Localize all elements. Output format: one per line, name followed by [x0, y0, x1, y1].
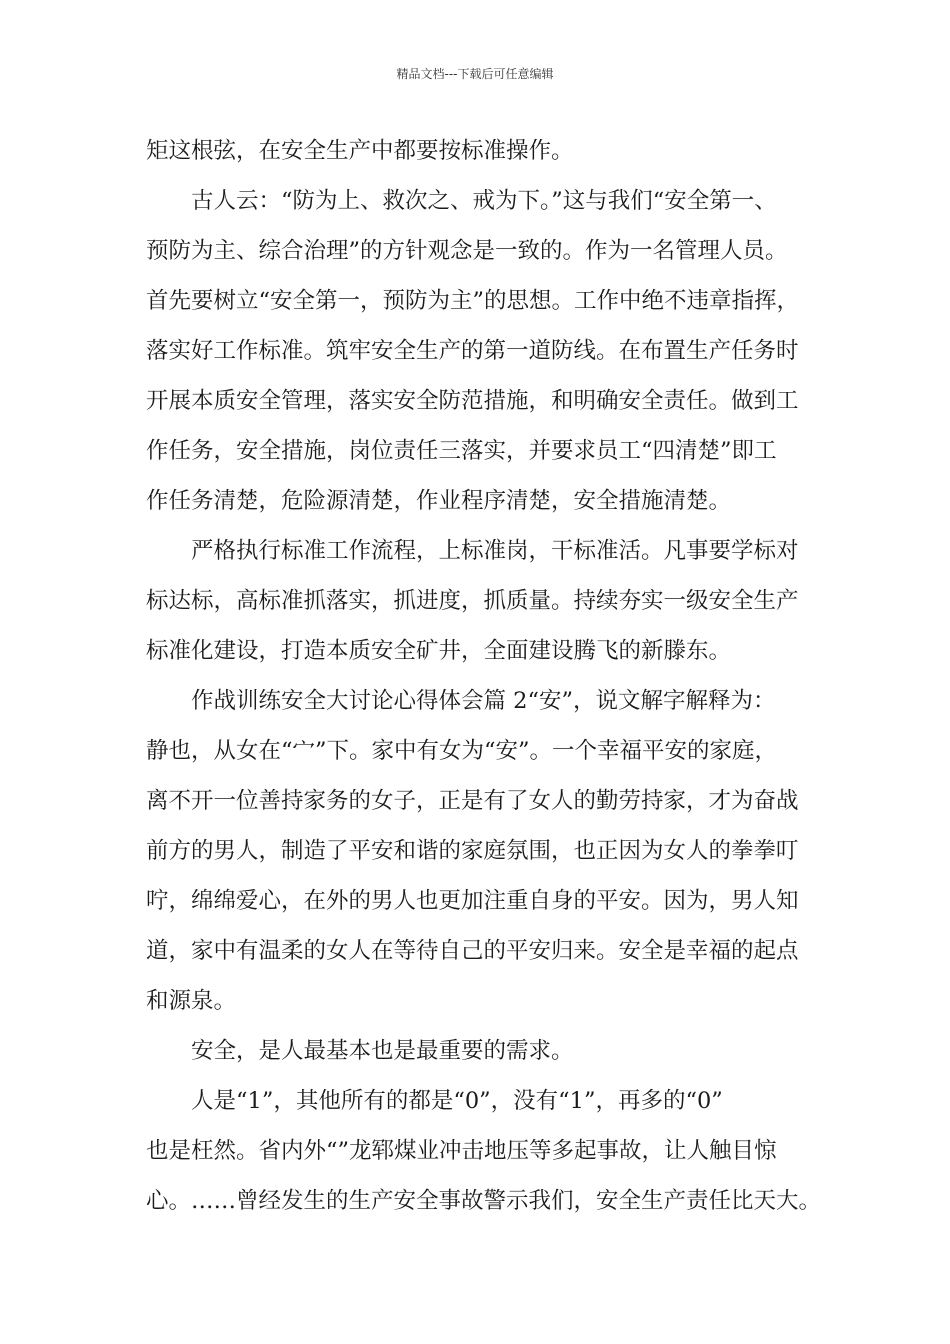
text-line: 落实好工作标准。筑牢安全生产的第一道防线。在布置生产任务时 [146, 338, 799, 364]
text-line: 静也，从女在“宀”下。家中有女为“安”。一个幸福平安的家庭， [146, 738, 778, 764]
text-line: 也是枉然。省内外“”龙郓煤业冲击地压等多起事故，让人触目惊 [146, 1138, 777, 1164]
paragraph-first-line: 严格执行标准工作流程，上标准岗，干标准活。凡事要学标对 [191, 538, 799, 564]
paragraph-first-line: 古人云：“防为上、救次之、戒为下。”这与我们“安全第一、 [191, 188, 777, 214]
paragraph-first-line: 安全，是人最基本也是最重要的需求。 [191, 1038, 574, 1064]
paragraph-first-line: 人是“1”，其他所有的都是“0”，没有“1”，再多的“0” [191, 1088, 723, 1114]
text-line: 作任务清楚，危险源清楚，作业程序清楚，安全措施清楚。 [146, 488, 732, 514]
text-line: 标准化建设，打造本质安全矿井，全面建设腾飞的新滕东。 [146, 638, 732, 664]
text-line: 标达标，高标准抓落实，抓进度，抓质量。持续夯实一级安全生产 [146, 588, 799, 614]
text-line: 离不开一位善持家务的女子，正是有了女人的勤劳持家，才为奋战 [146, 788, 799, 814]
text-line: 预防为主、综合治理”的方针观念是一致的。作为一名管理人员。 [146, 238, 788, 264]
text-line: 首先要树立“安全第一，预防为主”的思想。工作中绝不违章指挥， [146, 288, 800, 314]
text-line: 作任务，安全措施，岗位责任三落实，并要求员工“四清楚”即工 [146, 438, 777, 464]
text-line: 前方的男人，制造了平安和谐的家庭氛围，也正因为女人的拳拳叮 [146, 838, 799, 864]
text-line: 和源泉。 [146, 988, 237, 1014]
text-line: 开展本质安全管理，落实安全防范措施，和明确安全责任。做到工 [146, 388, 799, 414]
paragraph-first-line: 作战训练安全大讨论心得体会篇 2“安”，说文解字解释为： [191, 688, 776, 714]
document-body [146, 126, 826, 1226]
page-header: 精品文档---下载后可任意编辑 [396, 67, 554, 81]
text-line: 咛，绵绵爱心，在外的男人也更加注重自身的平安。因为，男人知 [146, 888, 799, 914]
text-line: 道，家中有温柔的女人在等待自己的平安归来。安全是幸福的起点 [146, 938, 799, 964]
text-line: 矩这根弦，在安全生产中都要按标准操作。 [146, 138, 574, 164]
text-line: 心。……曾经发生的生产安全事故警示我们，安全生产责任比天大。 [146, 1188, 822, 1214]
